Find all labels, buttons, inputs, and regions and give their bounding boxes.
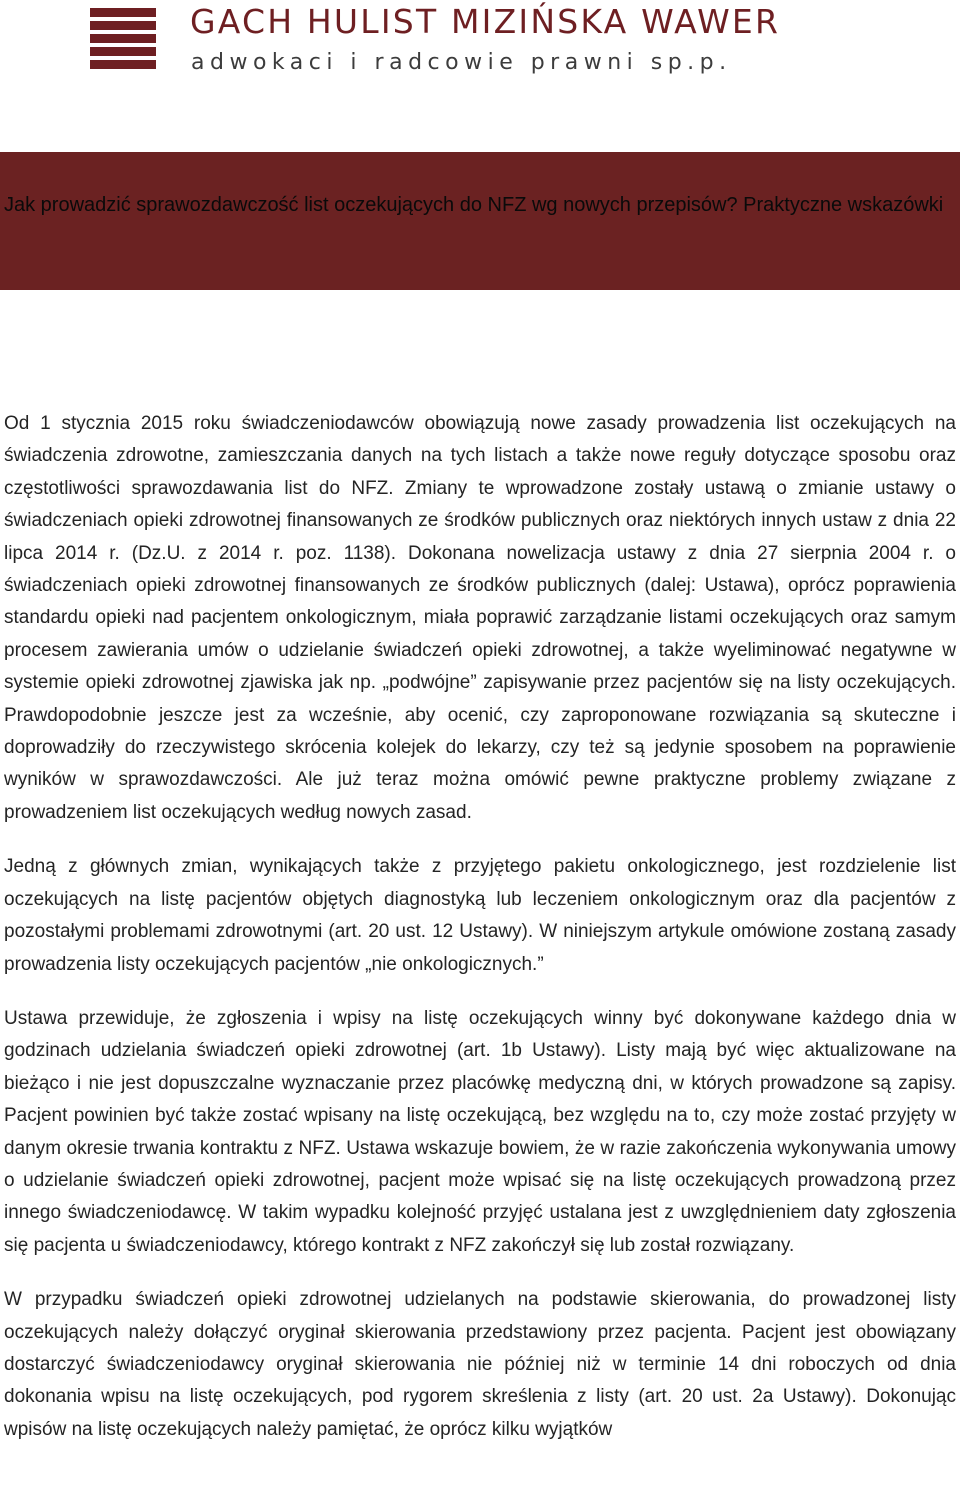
firm-logo-icon	[90, 8, 156, 72]
title-band	[0, 152, 960, 290]
paragraph: Od 1 stycznia 2015 roku świadczeniodawców obowiązują nowe zasady prowadzenia list oczekujących na świadczenia zdrowotne, zamieszczania danych na tych listach a także nowe reguły dotyczące sposobu oraz częstotliwości sprawozdawania list do NFZ. Zmiany te wprowadzone zostały ustawą o zmianie ustawy o świadczeniach opieki zdrowotnej finansowanych ze środków publicznych oraz niektórych innych ustaw z dnia 22 lipca 2014 r. (Dz.U. z 2014 r. poz. 1138). Dokonana nowelizacja ustawy z dnia 27 sierpnia 2004 r. o świadczeniach opieki zdrowotnej finansowanych ze środków publicznych (dalej: Ustawa), oprócz poprawienia standardu opieki nad pacjentem onkologicznym, miała poprawić zarządzanie listami oczekujących oraz samym procesem zawierania umów o udzielanie świadczeń opieki zdrowotnej, a także wyeliminować negatywne w systemie opieki zdrowotnej zjawiska jak np. „podwójne” zapisywanie przez pacjentów się na listy oczekujących. Prawdopodobnie jeszcze jest za wcześnie, aby ocenić, czy zaproponowane rozwiązania są skuteczne i doprowadziły do rzeczywistego skrócenia kolejek do lekarzy, czy też są jedynie sposobem na poprawienie wyników w sprawozdawczości. Ale już teraz można omówić pewne praktyczne problemy związane z prowadzeniem list oczekujących według nowych zasad.	[4, 413, 956, 823]
article-body	[4, 408, 956, 1468]
paragraph: Jedną z głównych zmian, wynikających także z przyjętego pakietu onkologicznego, jest rozdzielenie list oczekujących na listę pacjentów objętych diagnostyką lub leczeniem onkologicznym oraz dla pacjentów z pozostałymi problemami zdrowotnymi (art. 20 ust. 12 Ustawy). W niniejszym artykule omówione zostaną zasady prowadzenia listy oczekujących pacjentów „nie onkologicznych.”	[4, 856, 956, 975]
letterhead	[0, 0, 960, 150]
paragraph: Ustawa przewiduje, że zgłoszenia i wpisy na listę oczekujących winny być dokonywane każdego dnia w godzinach udzielania świadczeń opieki zdrowotnej (art. 1b Ustawy). Listy mają być więc aktualizowane na bieżąco i nie jest dopuszczalne wyznaczanie przez placówkę medyczną dni, w których prowadzone są zapisy. Pacjent powinien być także zostać wpisany na listę oczekującą, bez względu na to, czy może zostać przyjęty w danym okresie trwania kontraktu z NFZ. Ustawa wskazuje bowiem, że w razie zakończenia wykonywania umowy o udzielanie świadczeń opieki zdrowotnej, pacjent może wpisać się na listę oczekujących prowadzoną przez innego świadczeniodawcę. W takim wypadku kolejność przyjęć ustalana jest z uwzględnieniem daty zgłoszenia się pacjenta u świadczeniodawcy, którego kontrakt z NFZ zakończył się lub został rozwiązany.	[4, 1007, 956, 1256]
document-title: Jak prowadzić sprawozdawczość list oczekujących do NFZ wg nowych przepisów? Praktyczne wskazówki	[4, 194, 944, 216]
firm-name: GACH HULIST MIZIŃSKA WAWER	[190, 2, 781, 41]
paragraph: W przypadku świadczeń opieki zdrowotnej udzielanych na podstawie skierowania, do prowadzonej listy oczekujących należy dołączyć oryginał skierowania przedstawiony przez pacjenta. Pacjent jest obowiązany dostarczyć świadczeniodawcy oryginał skierowania nie później niż w terminie 14 dni roboczych od dnia dokonania wpisu na listę oczekujących, pod rygorem skreślenia z listy (art. 20 ust. 2a Ustawy). Dokonując wpisów na listę oczekujących należy pamiętać, że oprócz kilku wyjątków	[4, 1289, 956, 1440]
firm-subtitle: adwokaci i radcowie prawni sp.p.	[191, 50, 732, 75]
